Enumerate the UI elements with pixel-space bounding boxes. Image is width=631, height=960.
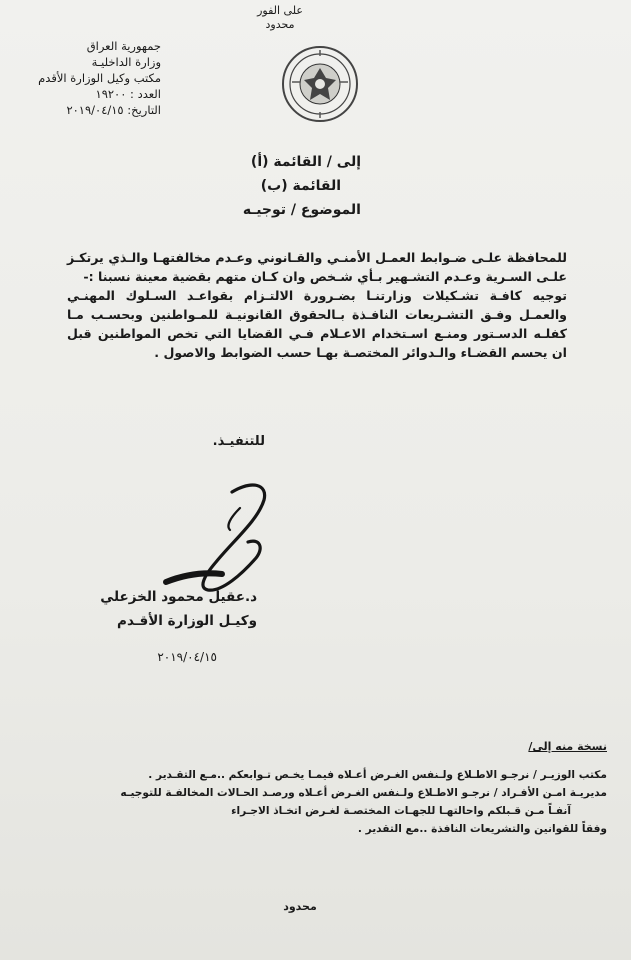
- signature-date: ٢٠١٩/٠٤/١٥: [157, 650, 217, 664]
- copy-line: مكتب الوزيـر / نرجـو الاطـلاع ولـنفس الغـرض أعـلاه فيمـا يخـص تـوابعكم ..مـع التقـدير .: [148, 769, 607, 781]
- ministry-name: وزارة الداخليـة: [91, 55, 161, 69]
- office-name: مكتب وكيل الوزارة الأقدم: [38, 71, 161, 85]
- country-name: جمهورية العراق: [86, 39, 161, 53]
- urgency-label: على الفور: [257, 4, 303, 17]
- letter-body: [67, 248, 567, 362]
- addressees: [243, 150, 361, 222]
- copy-to-list: [37, 766, 607, 838]
- letterhead: [1, 38, 161, 118]
- copy-to-label: نسخة منه إلى/: [528, 740, 607, 753]
- ministry-seal-logo: [280, 44, 360, 124]
- addressee-list-b: القائمة (ب): [260, 178, 341, 194]
- signatory-name: د.عقيل محمود الخزعلي: [100, 589, 257, 605]
- restricted-label: محدود: [265, 18, 295, 31]
- signatory-title: وكيـل الوزارة الأقـدم: [117, 613, 257, 629]
- reference-number: العدد : ١٩٢٠٠: [95, 87, 161, 101]
- copy-line: مديريـة امـن الأفـراد / نرجـو الاطـلاع ولـنفس الغـرض أعـلاه ورصـد الحـالات المخالفـة للتوجيـه: [120, 787, 607, 799]
- copy-line: وفقاً للقوانين والتشريعات النافذة ..مع التقدير .: [357, 823, 607, 835]
- body-paragraph-2: توجيه كافـة تشـكيلات وزارتنـا بضـرورة الالتـزام بقواعـد السـلوك المهنـي والعمـل وفـق التشـريعات النافـذة بـالحقوق القانونيـة للمـواطنين وبحسـب مـا كفلـه الدسـتور ومنـع اسـتخدام الاعـلام فـي القضايا التي تخص المواطنين قبل ان يحسم القضـاء والـدوائر المختصـة بهـا حسب الضوابط والاصول .: [67, 288, 567, 360]
- execute-label: للتنفيـذ.: [212, 434, 265, 449]
- body-paragraph-1: للمحافظة علـى ضـوابط العمـل الأمنـي والقـانوني وعـدم مخالفتهـا والـذي يرتكـز علـى السـرية وعـدم التشـهير بـأي شـخص وان كـان متهم بقضية معينة نسبنا :-: [67, 250, 567, 284]
- subject-line: الموضوع / توجيـه: [242, 202, 361, 218]
- footer-classification: محدود: [283, 900, 317, 913]
- signatory-block: [100, 585, 257, 633]
- addressee-list-a: إلى / القائمة (أ): [250, 154, 361, 170]
- copy-line: آنفـاً مـن قـبلكم واحالتهـا للجهـات المختصـة لغـرض اتخـاذ الاجـراء: [231, 805, 571, 817]
- classification-top: [250, 4, 310, 32]
- document-date: التاريخ: ٢٠١٩/٠٤/١٥: [66, 103, 161, 117]
